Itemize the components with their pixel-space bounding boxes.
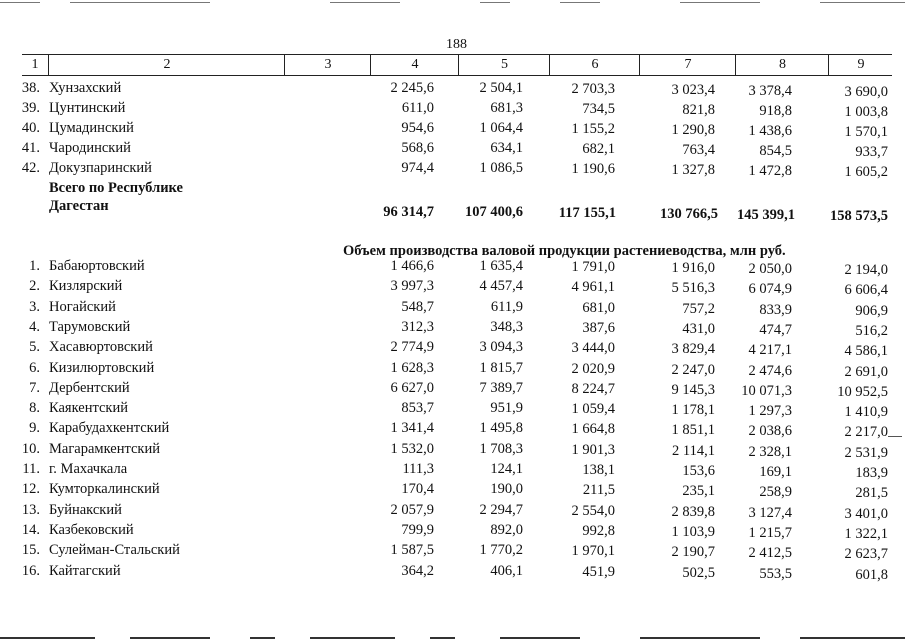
table-cell: 2 038,6 bbox=[748, 423, 792, 440]
total-row bbox=[0, 180, 905, 200]
table-cell: 7 389,7 bbox=[479, 379, 523, 396]
table-cell: 96 314,7 bbox=[383, 204, 434, 220]
table-cell: 2 412,5 bbox=[748, 545, 792, 562]
table-cell: 258,9 bbox=[759, 484, 792, 501]
table-cell: 3 444,0 bbox=[571, 340, 615, 357]
table-cell: 1 064,4 bbox=[479, 120, 523, 136]
table-cell: 2 114,1 bbox=[672, 442, 715, 459]
district-name: Цунтинский bbox=[49, 100, 126, 116]
total-row-values bbox=[0, 198, 905, 224]
column-header: 2 bbox=[48, 55, 285, 75]
table-cell: 854,5 bbox=[759, 143, 792, 159]
table-cell: 153,6 bbox=[682, 463, 715, 479]
column-header: 8 bbox=[735, 55, 829, 75]
table-cell: 757,2 bbox=[682, 300, 715, 317]
row-number: 5. bbox=[29, 339, 40, 356]
table-row bbox=[0, 100, 905, 120]
table-cell: 10 952,5 bbox=[837, 383, 888, 400]
total-label: Всего по Республике bbox=[49, 180, 183, 196]
table-cell: 951,9 bbox=[490, 400, 523, 417]
table-cell: 3 401,0 bbox=[844, 505, 888, 522]
table-cell: 190,0 bbox=[490, 481, 523, 498]
district-name: Чародинский bbox=[49, 140, 131, 156]
table-cell: 6 606,4 bbox=[844, 282, 888, 299]
row-number: 12. bbox=[21, 481, 40, 498]
table-cell: 170,4 bbox=[401, 481, 434, 498]
table-cell: 568,6 bbox=[401, 140, 434, 156]
table-cell: 1 466,6 bbox=[390, 258, 434, 274]
table-cell: 1 901,3 bbox=[571, 441, 615, 458]
table-row bbox=[0, 380, 905, 400]
table-cell: 2 531,9 bbox=[844, 444, 888, 461]
row-number: 11. bbox=[22, 461, 40, 477]
table-cell: 431,0 bbox=[682, 320, 715, 337]
row-number: 9. bbox=[29, 420, 40, 437]
row-number: 1. bbox=[29, 258, 40, 274]
table-cell: 4 586,1 bbox=[844, 343, 888, 360]
table-cell: 8 224,7 bbox=[571, 380, 615, 397]
table-cell: 799,9 bbox=[401, 521, 434, 538]
district-name: Казбековский bbox=[49, 521, 134, 538]
district-name: Дербентский bbox=[49, 379, 130, 396]
table-cell: 933,7 bbox=[855, 144, 888, 160]
column-header: 6 bbox=[549, 55, 640, 75]
table-cell: 1 628,3 bbox=[390, 359, 434, 376]
table-cell: 763,4 bbox=[682, 142, 715, 158]
column-header: 1 bbox=[31, 57, 39, 72]
table-cell: 1 570,1 bbox=[844, 124, 888, 140]
table-cell: 107 400,6 bbox=[465, 204, 523, 220]
row-number: 41. bbox=[21, 140, 40, 156]
table-row bbox=[0, 461, 905, 481]
table-cell: 1 605,2 bbox=[844, 164, 888, 180]
table-cell: 918,8 bbox=[759, 103, 792, 119]
table-cell: 1 635,4 bbox=[479, 258, 523, 274]
table-cell: 2 194,0 bbox=[844, 262, 888, 278]
table-cell: 2 703,3 bbox=[571, 81, 615, 97]
table-row bbox=[0, 258, 905, 278]
table-cell: 2 554,0 bbox=[571, 502, 615, 519]
table-cell: 553,5 bbox=[759, 565, 792, 582]
bottom-scan-rule bbox=[0, 637, 905, 639]
table-cell: 1 438,6 bbox=[748, 123, 792, 139]
table-cell: 6 627,0 bbox=[390, 379, 434, 396]
table-cell: 892,0 bbox=[490, 521, 523, 538]
table-cell: 974,4 bbox=[401, 160, 434, 176]
row-number: 42. bbox=[21, 160, 40, 176]
table-row bbox=[0, 80, 905, 100]
table-cell: 2 839,8 bbox=[671, 503, 715, 520]
table-cell: 853,7 bbox=[401, 400, 434, 417]
district-name: Магарамкентский bbox=[49, 440, 160, 457]
table-cell: 1 410,9 bbox=[844, 404, 888, 421]
section-title: Объем производства валовой продукции растениеводства, млн руб. bbox=[343, 243, 786, 259]
table-cell: 4 457,4 bbox=[479, 278, 523, 295]
table-cell: 2 050,0 bbox=[748, 261, 792, 277]
table-cell: 1 190,6 bbox=[571, 161, 615, 177]
table-row bbox=[0, 481, 905, 501]
table-row bbox=[0, 542, 905, 562]
table-cell: 682,1 bbox=[582, 141, 615, 157]
table-cell: 1 003,8 bbox=[844, 104, 888, 120]
table-row bbox=[0, 278, 905, 298]
table-cell: 364,2 bbox=[401, 562, 434, 579]
table-cell: 1 155,2 bbox=[571, 121, 615, 137]
district-name: Кизилюртовский bbox=[49, 359, 155, 376]
table-cell: 1 290,8 bbox=[671, 122, 715, 138]
table-row bbox=[0, 120, 905, 140]
district-name: Тарумовский bbox=[49, 318, 131, 335]
table-cell: 1 970,1 bbox=[571, 543, 615, 560]
district-name: Ногайский bbox=[49, 298, 116, 315]
table-cell: 611,9 bbox=[490, 298, 523, 315]
column-header-row bbox=[22, 54, 892, 76]
district-name: Бабаюртовский bbox=[49, 258, 145, 274]
row-number: 39. bbox=[21, 100, 40, 116]
table-row bbox=[0, 160, 905, 180]
table-row bbox=[0, 400, 905, 420]
table-cell: 1 059,4 bbox=[571, 401, 615, 418]
table-cell: 1 341,4 bbox=[390, 420, 434, 437]
table-cell: 734,5 bbox=[582, 101, 615, 117]
page-number: 188 bbox=[446, 37, 467, 52]
table-cell: 3 094,3 bbox=[479, 339, 523, 356]
table-cell: 992,8 bbox=[582, 522, 615, 539]
district-name: Кайтагский bbox=[49, 562, 121, 579]
table-cell: 1 327,8 bbox=[671, 162, 715, 178]
row-number: 7. bbox=[29, 379, 40, 396]
table-cell: 1 532,0 bbox=[390, 440, 434, 457]
table-row bbox=[0, 420, 905, 440]
table-cell: 387,6 bbox=[582, 319, 615, 336]
table-cell: 2 020,9 bbox=[571, 360, 615, 377]
column-header: 5 bbox=[458, 55, 550, 75]
table-cell: 211,5 bbox=[582, 482, 615, 499]
table-cell: 5 516,3 bbox=[671, 280, 715, 297]
table-row bbox=[0, 140, 905, 160]
table-cell: 516,2 bbox=[855, 322, 888, 339]
table-cell: 821,8 bbox=[682, 102, 715, 118]
table-cell: 2 328,1 bbox=[748, 443, 792, 460]
table-cell: 124,1 bbox=[490, 461, 523, 477]
table-cell: 1 815,7 bbox=[479, 359, 523, 376]
table-cell: 1 791,0 bbox=[571, 259, 615, 275]
table-cell: 2 247,0 bbox=[671, 361, 715, 378]
row-number: 40. bbox=[21, 120, 40, 136]
district-name: Буйнакский bbox=[49, 501, 122, 518]
column-header: 3 bbox=[284, 55, 371, 75]
table-cell: 4 961,1 bbox=[571, 279, 615, 296]
district-name: Цумадинский bbox=[49, 120, 134, 136]
table-cell: 2 057,9 bbox=[390, 501, 434, 518]
total-label: Дагестан bbox=[49, 198, 109, 214]
table-cell: 2 623,7 bbox=[844, 546, 888, 563]
district-name: Кизлярский bbox=[49, 278, 123, 295]
table-cell: 611,0 bbox=[401, 100, 434, 116]
district-name: г. Махачкала bbox=[49, 461, 128, 477]
table-cell: 451,9 bbox=[582, 563, 615, 580]
table-cell: 145 399,1 bbox=[737, 207, 795, 223]
table-row bbox=[0, 502, 905, 522]
margin-mark bbox=[888, 436, 902, 437]
table-cell: 158 573,5 bbox=[830, 208, 888, 224]
table-cell: 3 378,4 bbox=[748, 83, 792, 99]
table-cell: 1 770,2 bbox=[479, 542, 523, 559]
top-scan-rule bbox=[0, 2, 905, 3]
column-header: 4 bbox=[370, 55, 459, 75]
table-cell: 2 245,6 bbox=[390, 80, 434, 96]
table-cell: 1 472,8 bbox=[748, 163, 792, 179]
table-cell: 138,1 bbox=[582, 462, 615, 478]
district-name: Карабудахкентский bbox=[49, 420, 170, 437]
table-cell: 4 217,1 bbox=[748, 342, 792, 359]
table-cell: 406,1 bbox=[490, 562, 523, 579]
row-number: 8. bbox=[29, 400, 40, 417]
table-cell: 2 190,7 bbox=[671, 544, 715, 561]
table-cell: 1 322,1 bbox=[844, 525, 888, 542]
table-cell: 1 215,7 bbox=[748, 524, 792, 541]
table-cell: 1 297,3 bbox=[748, 403, 792, 420]
table-cell: 681,3 bbox=[490, 100, 523, 116]
table-cell: 601,8 bbox=[855, 566, 888, 583]
table-row bbox=[0, 319, 905, 339]
table-row bbox=[0, 299, 905, 319]
table-row bbox=[0, 522, 905, 542]
table-cell: 634,1 bbox=[490, 140, 523, 156]
table-row bbox=[0, 360, 905, 380]
table-cell: 1 916,0 bbox=[671, 260, 715, 276]
district-name: Каякентский bbox=[49, 400, 128, 417]
table-cell: 2 294,7 bbox=[479, 501, 523, 518]
table-cell: 1 086,5 bbox=[479, 160, 523, 176]
table-cell: 2 217,0 bbox=[844, 424, 888, 441]
district-name: Докузпаринский bbox=[49, 160, 152, 176]
row-number: 10. bbox=[21, 440, 40, 457]
table-cell: 130 766,5 bbox=[660, 206, 718, 222]
table-cell: 2 474,6 bbox=[748, 362, 792, 379]
table-cell: 1 708,3 bbox=[479, 440, 523, 457]
district-name: Хунзахский bbox=[49, 80, 122, 96]
table-row bbox=[0, 441, 905, 461]
district-name: Хасавюртовский bbox=[49, 339, 153, 356]
table-cell: 3 829,4 bbox=[671, 341, 715, 358]
table-row bbox=[0, 563, 905, 583]
column-header: 7 bbox=[639, 55, 736, 75]
table-cell: 2 774,9 bbox=[390, 339, 434, 356]
table-cell: 312,3 bbox=[401, 318, 434, 335]
table-cell: 681,0 bbox=[582, 299, 615, 316]
table-cell: 3 023,4 bbox=[671, 82, 715, 98]
table-cell: 3 127,4 bbox=[748, 504, 792, 521]
table-row bbox=[0, 339, 905, 359]
district-name: Сулейман-Стальский bbox=[49, 542, 180, 559]
row-number: 14. bbox=[21, 521, 40, 538]
table-cell: 9 145,3 bbox=[671, 381, 715, 398]
row-number: 4. bbox=[29, 318, 40, 335]
table-cell: 474,7 bbox=[759, 321, 792, 338]
row-number: 15. bbox=[21, 542, 40, 559]
table-cell: 348,3 bbox=[490, 318, 523, 335]
table-cell: 548,7 bbox=[401, 298, 434, 315]
row-number: 16. bbox=[21, 562, 40, 579]
table-cell: 1 495,8 bbox=[479, 420, 523, 437]
table-cell: 3 690,0 bbox=[844, 84, 888, 100]
row-number: 6. bbox=[29, 359, 40, 376]
table-cell: 2 504,1 bbox=[479, 80, 523, 96]
table-cell: 10 071,3 bbox=[741, 382, 792, 399]
table-cell: 1 103,9 bbox=[671, 523, 715, 540]
table-cell: 1 178,1 bbox=[671, 402, 715, 419]
table-cell: 1 664,8 bbox=[571, 421, 615, 438]
table-cell: 281,5 bbox=[855, 485, 888, 502]
table-cell: 2 691,0 bbox=[844, 363, 888, 380]
column-header: 9 bbox=[828, 55, 893, 75]
table-cell: 235,1 bbox=[682, 483, 715, 500]
table-cell: 1 587,5 bbox=[390, 542, 434, 559]
table-cell: 833,9 bbox=[759, 301, 792, 318]
table-cell: 117 155,1 bbox=[558, 205, 616, 221]
table-cell: 3 997,3 bbox=[390, 278, 434, 295]
table-cell: 183,9 bbox=[855, 465, 888, 481]
table-cell: 1 851,1 bbox=[671, 422, 715, 439]
district-name: Кумторкалинский bbox=[49, 481, 160, 498]
table-cell: 169,1 bbox=[759, 464, 792, 480]
row-number: 13. bbox=[21, 501, 40, 518]
table-cell: 502,5 bbox=[682, 564, 715, 581]
row-number: 2. bbox=[29, 278, 40, 295]
table-cell: 111,3 bbox=[402, 461, 434, 477]
table-cell: 954,6 bbox=[401, 120, 434, 136]
row-number: 38. bbox=[21, 80, 40, 96]
table-cell: 906,9 bbox=[855, 302, 888, 319]
table-cell: 6 074,9 bbox=[748, 281, 792, 298]
row-number: 3. bbox=[29, 298, 40, 315]
